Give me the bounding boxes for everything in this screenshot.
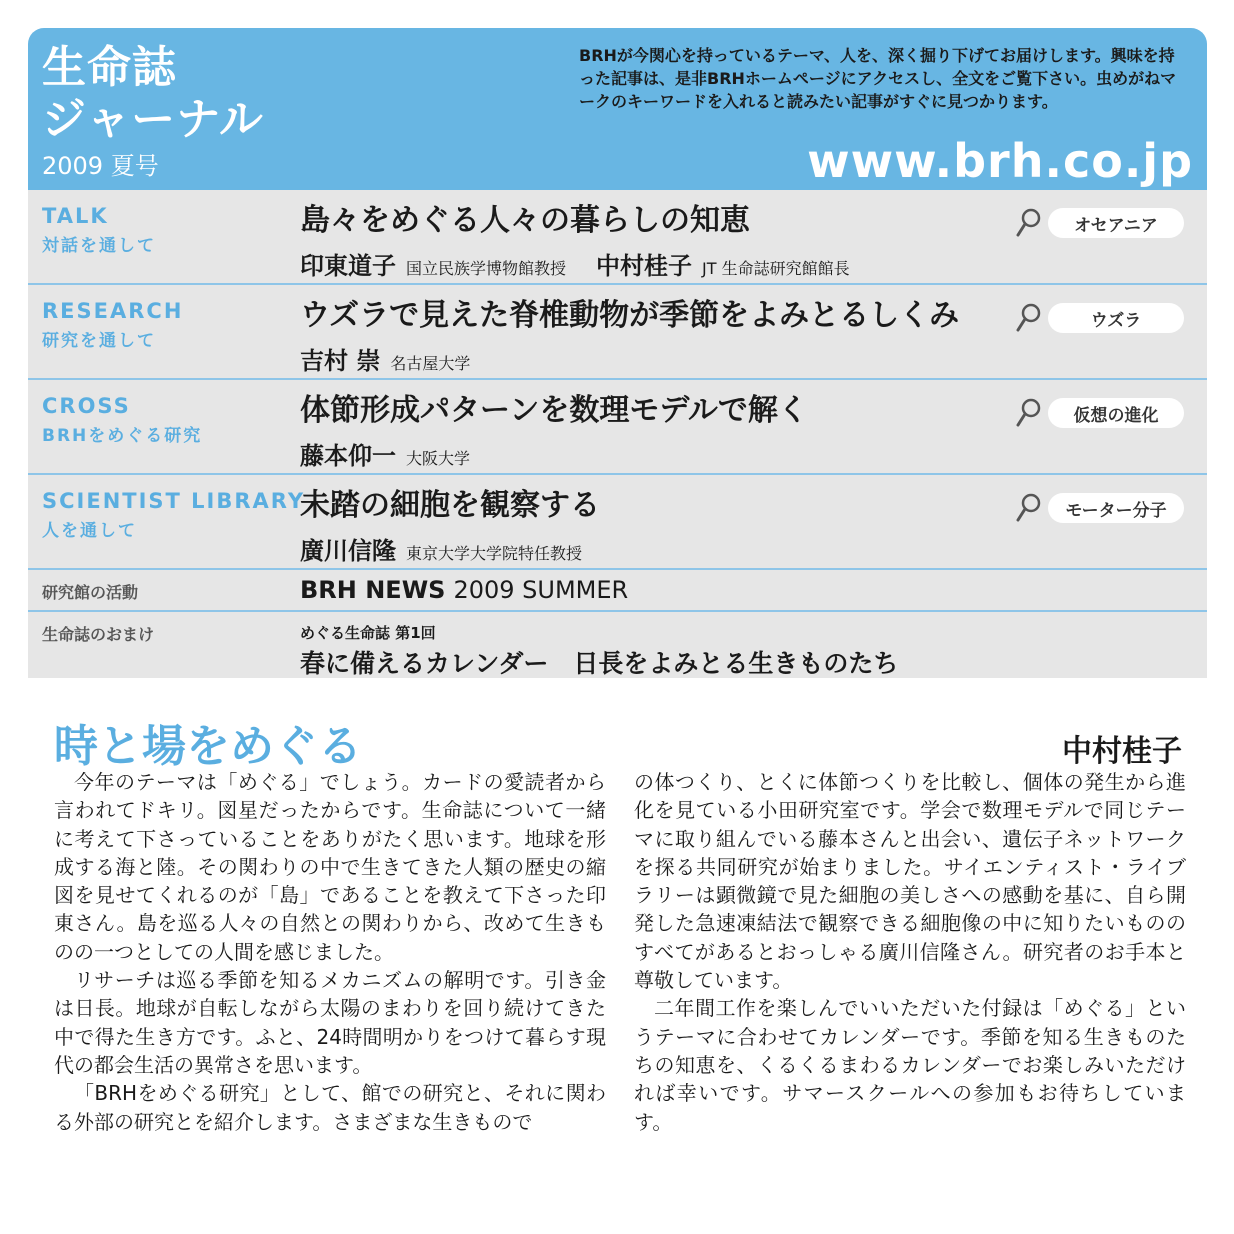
category-jp: 研究を通して (42, 331, 156, 351)
category-jp: BRHをめぐる研究 (42, 426, 203, 446)
header-banner (28, 28, 1207, 190)
author-name: 廣川信隆 (300, 537, 396, 565)
magnifier-icon (1014, 491, 1044, 525)
category-jp: 対話を通して (42, 236, 156, 256)
magnifier-icon (1014, 396, 1044, 430)
essay-column-right (634, 768, 1186, 1136)
article-row-research (28, 285, 1207, 380)
author-name: 藤本仰一 (300, 442, 396, 470)
essay-paragraph: 「BRHをめぐる研究」として、館での研究と、それに関わる外部の研究とを紹介します。さまざまな生きもので (54, 1081, 606, 1134)
essay-paragraph: 今年のテーマは「めぐる」でしょう。カードの愛読者から言われてドキリ。図星だったからです。生命誌について一緒に考えて下さっていることをありがたく思います。地球を形成する海と陸。その関わりの中で生きてきた人類の歴史の縮図を見せてくれるのが「島」であることを教えて下さった印東さん。島を巡る人々の自然との関わりから、改めて生きものの一つとしての人間を感じました。 (54, 770, 606, 964)
omake-row (28, 612, 1207, 678)
author-affiliation: 大阪大学 (406, 449, 471, 468)
issue-label: 2009 夏号 (42, 152, 159, 180)
author-affiliation: 名古屋大学 (390, 354, 471, 373)
article-title: ウズラで見えた脊椎動物が季節をよみとるしくみ (300, 298, 960, 333)
article-row-scientist-library (28, 475, 1207, 570)
article-row-cross (28, 380, 1207, 475)
website-url[interactable]: www.brh.co.jp (807, 134, 1193, 188)
essay-column-left (54, 768, 606, 1136)
journal-title (42, 42, 264, 146)
activities-row (28, 570, 1207, 612)
keyword-pill[interactable]: ウズラ (1048, 303, 1184, 333)
journal-page (28, 28, 1207, 678)
article-authors (300, 436, 470, 471)
keyword-search[interactable] (1014, 396, 1184, 430)
category-en: RESEARCH (42, 299, 184, 323)
article-title: 未踏の細胞を観察する (300, 488, 600, 523)
author-name: 中村桂子 (596, 252, 693, 280)
author-name: 吉村 崇 (300, 347, 381, 375)
article-title: 島々をめぐる人々の暮らしの知恵 (300, 203, 750, 238)
category-jp: 人を通して (42, 521, 137, 541)
journal-title-line2: ジャーナル (42, 94, 264, 145)
news-edition: 2009 SUMMER (453, 576, 629, 604)
category-en: CROSS (42, 394, 131, 418)
news-title: BRH NEWS (300, 576, 446, 604)
keyword-pill[interactable]: 仮想の進化 (1048, 398, 1184, 428)
keyword-pill[interactable]: オセアニア (1048, 208, 1184, 238)
journal-title-line1: 生命誌 (42, 42, 177, 93)
keyword-search[interactable] (1014, 301, 1184, 335)
intro-text: BRHが今関心を持っているテーマ、人を、深く掘り下げてお届けします。興味を持った記事は、是非BRHホームページにアクセスし、全文をご覧下さい。虫めがねマークのキーワードを入れると読みたい記事がすぐに見つかります。 (579, 46, 1177, 111)
keyword-search[interactable] (1014, 491, 1184, 525)
essay-paragraph: リサーチは巡る季節を知るメカニズムの解明です。引き金は日長。地球が自転しながら太陽のまわりを回り続けてきた中で得た生き方です。ふと、24時間明かりをつけて暮らす現代の都会生活の異常さを思います。 (54, 968, 606, 1077)
brh-news (300, 576, 628, 604)
magnifier-icon (1014, 206, 1044, 240)
magnifier-icon (1014, 301, 1044, 335)
article-authors (300, 531, 582, 566)
category-en: TALK (42, 204, 109, 228)
author-affiliation: 東京大学大学院特任教授 (406, 544, 583, 563)
omake-subtitle: めぐる生命誌 第1回 (300, 624, 436, 642)
category-en: SCIENTIST LIBRARY (42, 489, 306, 513)
article-authors (300, 341, 470, 376)
keyword-pill[interactable]: モーター分子 (1048, 493, 1184, 523)
essay-paragraph: の体つくり、とくに体節つくりを比較し、個体の発生から進化を見ている小田研究室です。学会で数理モデルで同じテーマに取り組んでいる藤本さんと出会い、遺伝子ネットワークを探る共同研究が始まりました。サイエンティスト・ライブラリーは顕微鏡で見た細胞の美しさへの感動を基に、自ら開発した急速凍結法で観察できる細胞像の中に知りたいもののすべてがあるとおっしゃる廣川信隆さん。研究者のお手本と尊敬しています。 (634, 770, 1186, 993)
keyword-search[interactable] (1014, 206, 1184, 240)
author-affiliation: JT 生命誌研究館館長 (702, 259, 850, 278)
activities-label: 研究館の活動 (42, 583, 139, 602)
article-title: 体節形成パターンを数理モデルで解く (300, 393, 808, 428)
article-authors (300, 246, 850, 281)
essay-title: 時と場をめぐる (54, 721, 362, 772)
essay-paragraph: 二年間工作を楽しんでいいただいた付録は「めぐる」というテーマに合わせてカレンダーです。季節を知る生きものたちの知恵を、くるくるまわるカレンダーでお楽しみいただければ幸いです。サマースクールへの参加もお待ちしています。 (634, 996, 1186, 1134)
essay-author: 中村桂子 (1062, 734, 1182, 769)
omake-title: 春に備えるカレンダー 日長をよみとる生きものたち (300, 649, 899, 678)
author-name: 印東道子 (300, 252, 396, 280)
author-affiliation: 国立民族学博物館教授 (406, 259, 567, 278)
omake-label: 生命誌のおまけ (42, 625, 155, 644)
article-row-talk (28, 190, 1207, 285)
